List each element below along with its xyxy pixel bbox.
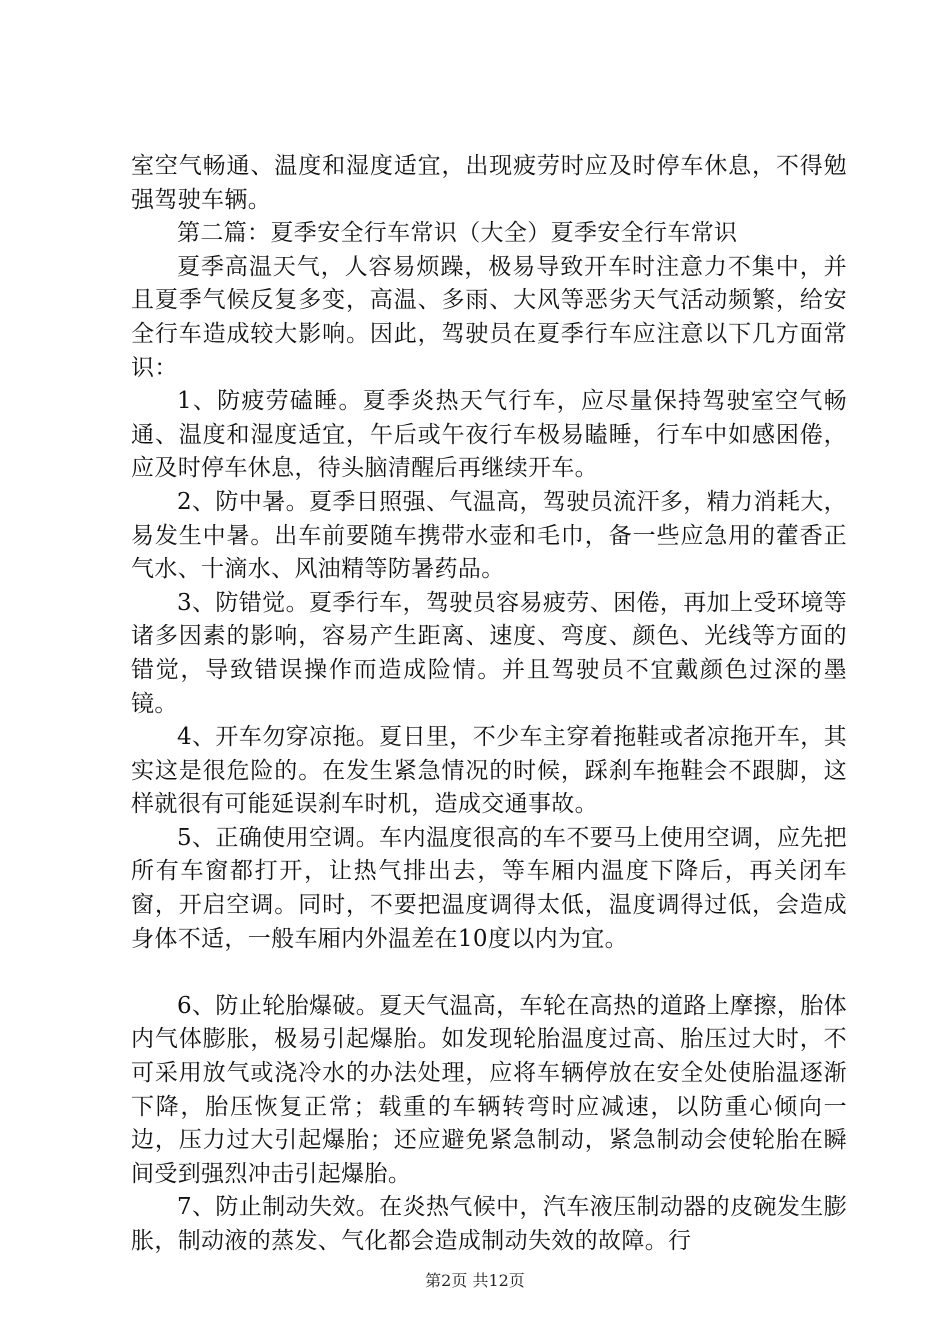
document-body bbox=[131, 150, 847, 1259]
paragraph-intro: 夏季高温天气，人容易烦躁，极易导致开车时注意力不集中，并且夏季气候反复多变，高温、多雨、大风等恶劣天气活动频繁，给安全行车造成较大影响。因此，驾驶员在夏季行车应注意以下几方面常识： bbox=[131, 253, 847, 381]
paragraph-item-1: 1、防疲劳磕睡。夏季炎热天气行车，应尽量保持驾驶室空气畅通、温度和湿度适宜，午后或午夜行车极易瞌睡，行车中如感困倦，应及时停车休息，待头脑清醒后再继续开车。 bbox=[131, 388, 847, 482]
paragraph-item-4: 4、开车勿穿凉拖。夏日里，不少车主穿着拖鞋或者凉拖开车，其实这是很危险的。在发生紧急情况的时候，踩刹车拖鞋会不跟脚，这样就很有可能延误刹车时机，造成交通事故。 bbox=[131, 724, 847, 818]
paragraph-item-7: 7、防止制动失效。在炎热气候中，汽车液压制动器的皮碗发生膨胀，制动液的蒸发、气化都会造成制动失效的故障。行 bbox=[131, 1194, 847, 1254]
page-footer: 第2页 共12页 bbox=[425, 1271, 525, 1290]
paragraph-item-2: 2、防中暑。夏季日照强、气温高，驾驶员流汗多，精力消耗大，易发生中暑。出车前要随车携带水壶和毛巾，备一些应急用的藿香正气水、十滴水、风油精等防暑药品。 bbox=[131, 488, 847, 583]
section-heading: 第二篇：夏季安全行车常识（大全）夏季安全行车常识 bbox=[177, 220, 738, 247]
paragraph-continuation: 室空气畅通、温度和湿度适宜，出现疲劳时应及时停车休息，不得勉强驾驶车辆。 bbox=[131, 153, 847, 213]
paragraph-item-3: 3、防错觉。夏季行车，驾驶员容易疲劳、困倦，再加上受环境等诸多因素的影响，容易产生距离、速度、弯度、颜色、光线等方面的错觉，导致错误操作而造成险情。并且驾驶员不宜戴颜色过深的墨镜。 bbox=[131, 589, 847, 717]
paragraph-item-5: 5、正确使用空调。车内温度很高的车不要马上使用空调，应先把所有车窗都打开，让热气排出去，等车厢内温度下降后，再关闭车窗，开启空调。同时，不要把温度调得太低，温度调得过低，会造成身体不适，一般车厢内外温差在10度以内为宜。 bbox=[131, 824, 847, 952]
paragraph-item-6: 6、防止轮胎爆破。夏天气温高，车轮在高热的道路上摩擦，胎体内气体膨胀，极易引起爆胎。如发现轮胎温度过高、胎压过大时，不可采用放气或浇冷水的办法处理，应将车辆停放在安全处使胎温逐渐下降，胎压恢复正常；载重的车辆转弯时应减速，以防重心倾向一边，压力过大引起爆胎；还应避免紧急制动，紧急制动会使轮胎在瞬间受到强烈冲击引起爆胎。 bbox=[131, 992, 847, 1187]
